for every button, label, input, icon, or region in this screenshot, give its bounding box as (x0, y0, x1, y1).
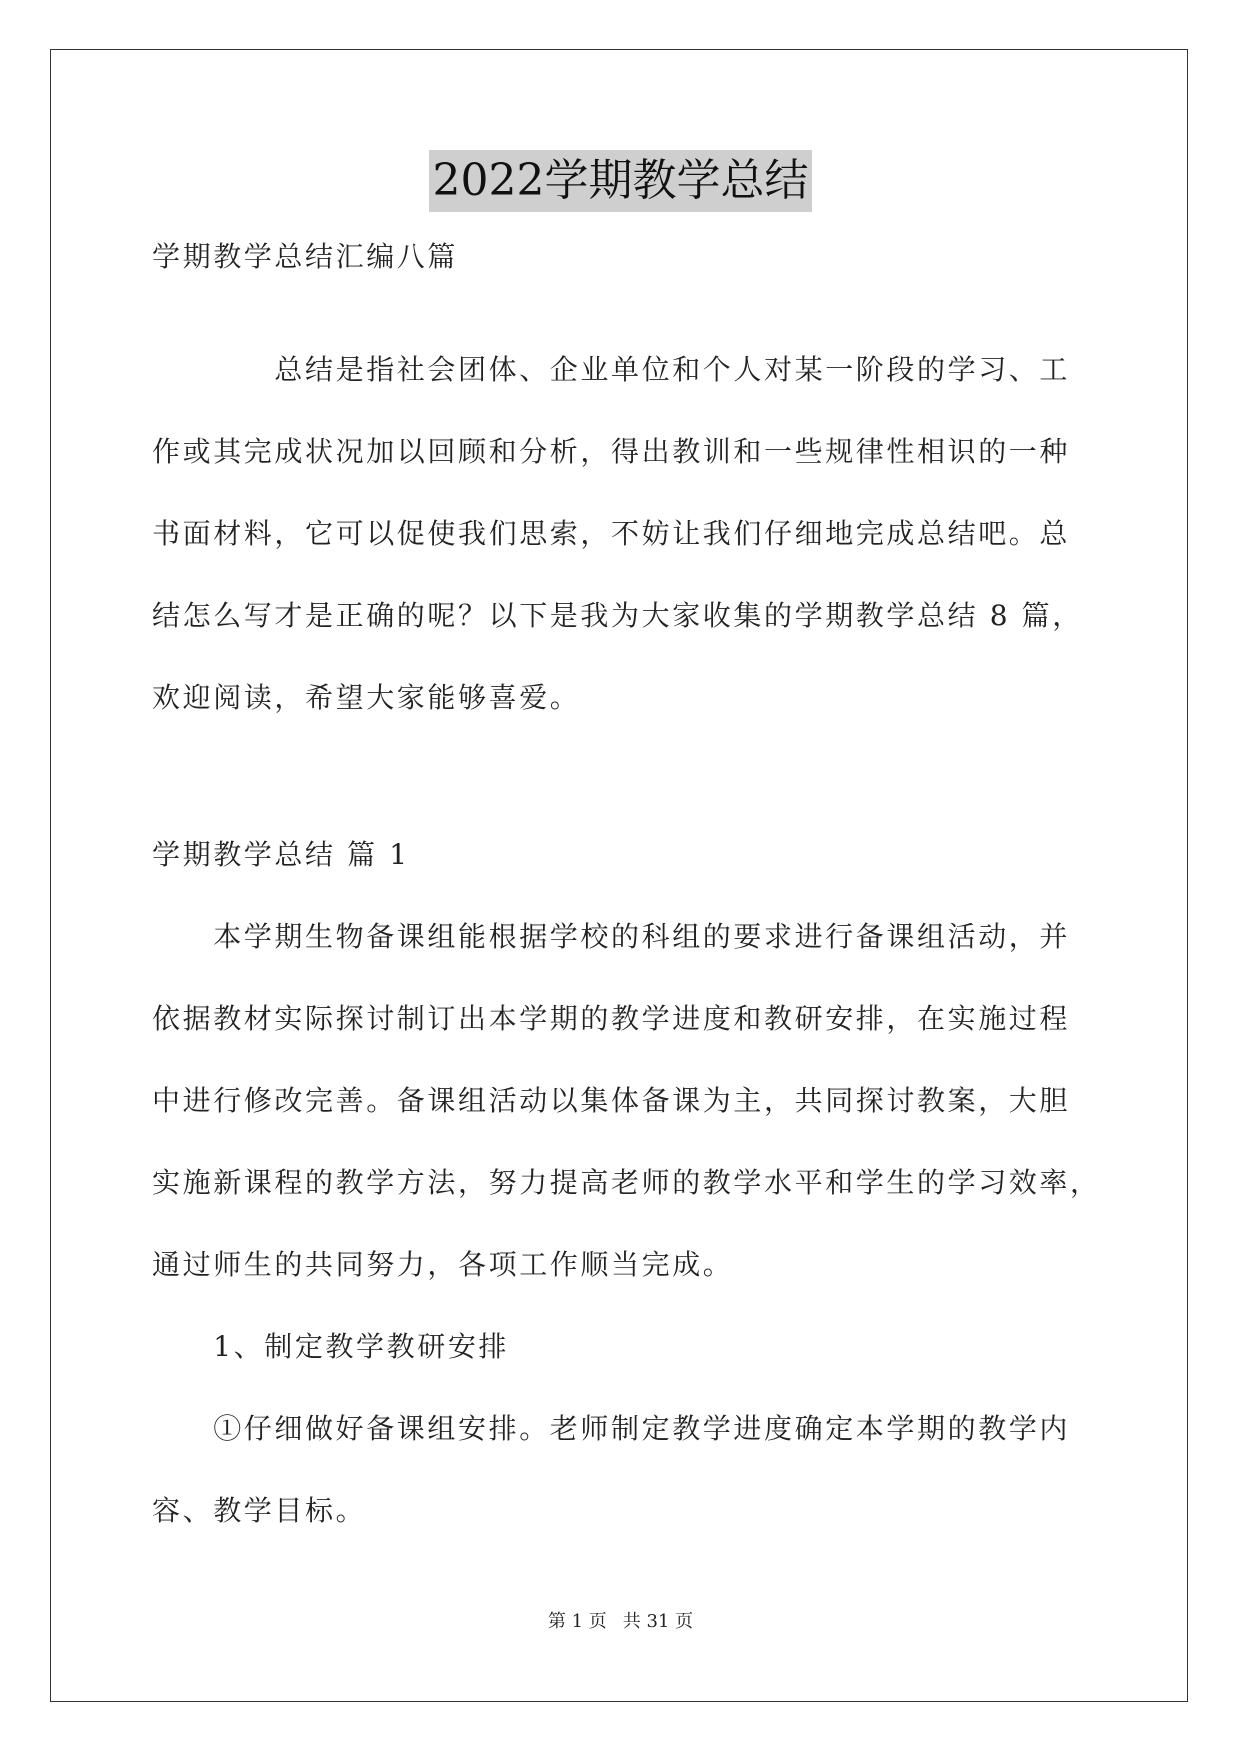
page-number: 第 1 页 (547, 1611, 607, 1632)
title-container (0, 150, 1241, 212)
paragraph-line: 欢迎阅读，希望大家能够喜爱。 (152, 681, 581, 714)
list-heading: 1、制定教学教研安排 (152, 1330, 510, 1363)
paragraph-line: 中进行修改完善。备课组活动以集体备课为主，共同探讨教案，大胆 (152, 1084, 1071, 1117)
document-title: 2022学期教学总结 (429, 150, 813, 212)
section-heading: 学期教学总结 篇 1 (152, 838, 410, 871)
paragraph-line: 实施新课程的教学方法，努力提高老师的教学水平和学生的学习效率， (152, 1166, 1101, 1199)
page-total: 共 31 页 (622, 1611, 694, 1632)
paragraph-line: 结怎么写才是正确的呢？以下是我为大家收集的学期教学总结 8 篇， (152, 599, 1083, 632)
subtitle-line: 学期教学总结汇编八篇 (152, 240, 459, 273)
paragraph-line: 作或其完成状况加以回顾和分析，得出教训和一些规律性相识的一种 (152, 435, 1071, 468)
paragraph-line: ①仔细做好备课组安排。老师制定教学进度确定本学期的教学内 (152, 1412, 1071, 1445)
paragraph-line: 容、教学目标。 (152, 1494, 367, 1527)
paragraph-line: 本学期生物备课组能根据学校的科组的要求进行备课组活动，并 (152, 920, 1071, 953)
paragraph-line: 总结是指社会团体、企业单位和个人对某一阶段的学习、工 (152, 353, 1071, 386)
page-footer (0, 1607, 1241, 1633)
paragraph-line: 通过师生的共同努力，各项工作顺当完成。 (152, 1248, 734, 1281)
paragraph-line: 书面材料，它可以促使我们思索，不妨让我们仔细地完成总结吧。总 (152, 517, 1071, 550)
page-border (50, 49, 1188, 1702)
paragraph-line: 依据教材实际探讨制订出本学期的教学进度和教研安排，在实施过程 (152, 1002, 1071, 1035)
